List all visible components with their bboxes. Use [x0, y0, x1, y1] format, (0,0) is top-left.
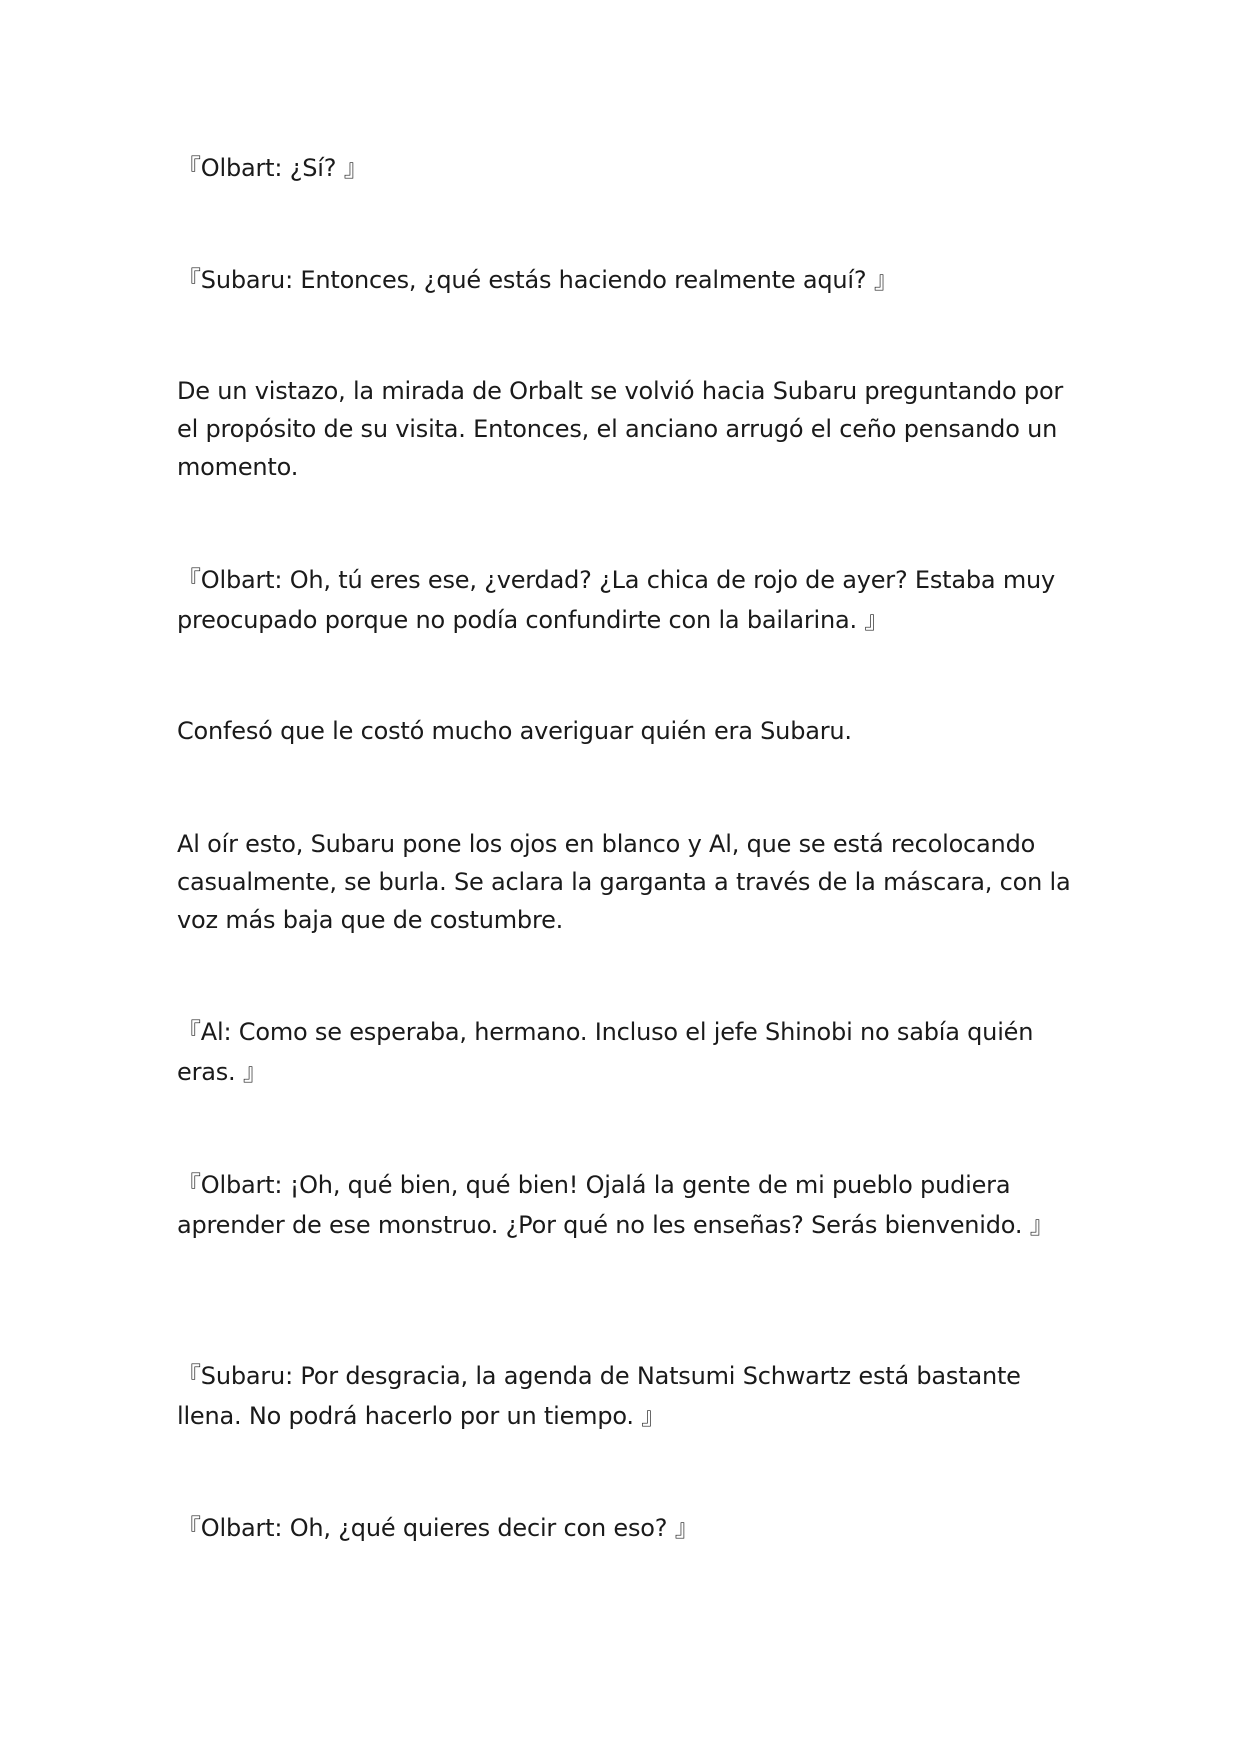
narration-glance: De un vistazo, la mirada de Orbalt se volvió hacia Subaru preguntando por el propósito de su visita. Entonces, el anciano arrugó el ceño pensando un momento. [177, 377, 1064, 481]
dialogue-olbart-girl-in-red: 『Olbart: Oh, tú eres ese, ¿verdad? ¿La chica de rojo de ayer? Estaba muy preocupado porque no podía confundirte con la bailarina. 』 [177, 566, 1056, 634]
dialogue-subaru-schedule: 『Subaru: Por desgracia, la agenda de Natsumi Schwartz está bastante llena. No podrá hacerlo por un tiempo. 』 [177, 1362, 1021, 1430]
narration-confession: Confesó que le costó mucho averiguar quién era Subaru. [177, 717, 852, 745]
dialogue-olbart-meaning: 『Olbart: Oh, ¿qué quieres decir con eso? 』 [177, 1514, 699, 1542]
dialogue-subaru-question: 『Subaru: Entonces, ¿qué estás haciendo realmente aquí? 』 [177, 266, 898, 294]
dialogue-olbart-welcome: 『Olbart: ¡Oh, qué bien, qué bien! Ojalá la gente de mi pueblo pudiera aprender de ese monstruo. ¿Por qué no les enseñas? Serás bienvenido. 』 [177, 1171, 1054, 1239]
narration-al-mocks: Al oír esto, Subaru pone los ojos en blanco y Al, que se está recolocando casualmente, se burla. Se aclara la garganta a través de la máscara, con la voz más baja que de costumbre. [177, 830, 1071, 934]
dialogue-al-shinobi: 『Al: Como se esperaba, hermano. Incluso el jefe Shinobi no sabía quién eras. 』 [177, 1018, 1034, 1086]
dialogue-olbart-si: 『Olbart: ¿Sí? 』 [177, 154, 368, 182]
